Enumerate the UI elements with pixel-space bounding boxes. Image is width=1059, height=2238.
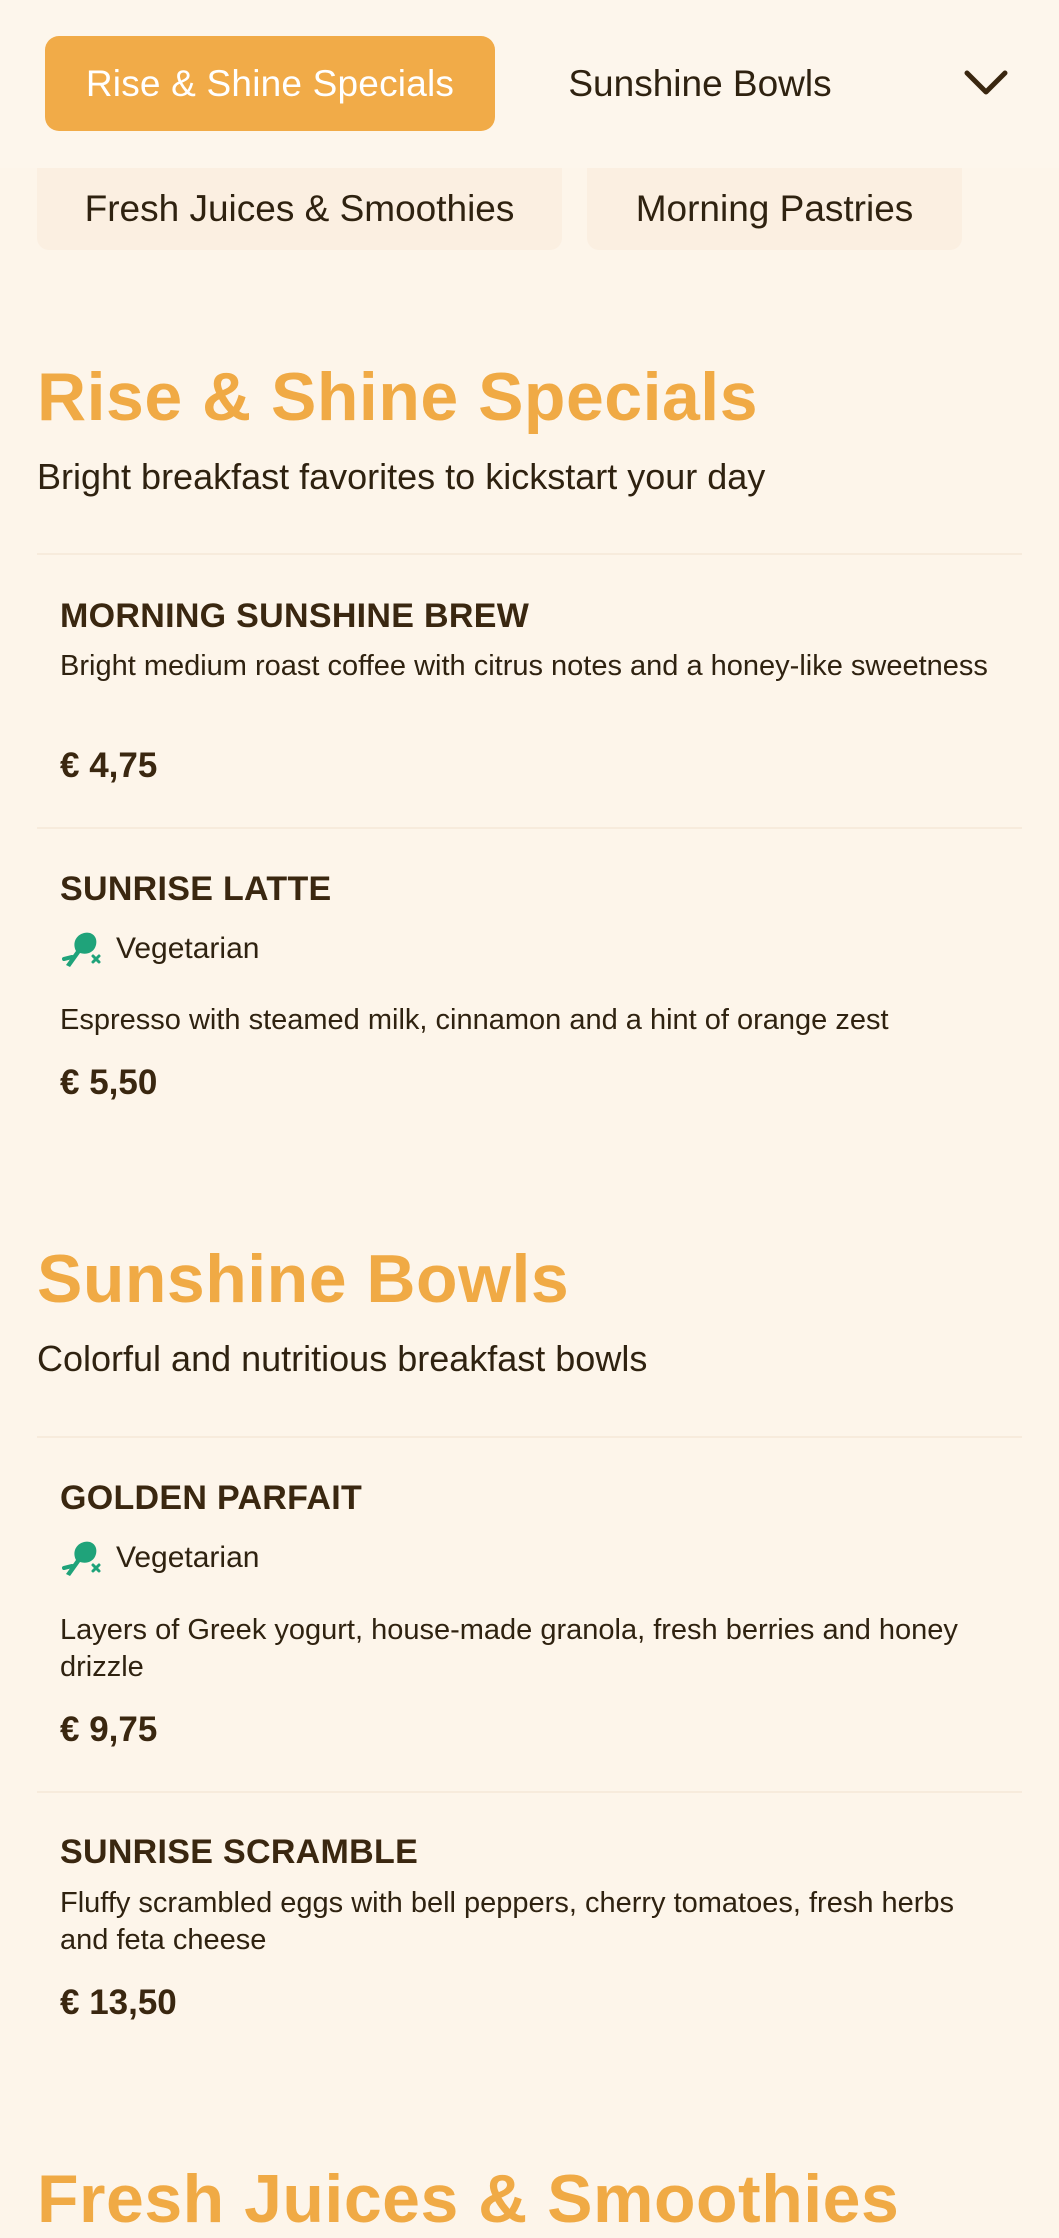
section-subtitle: Colorful and nutritious breakfast bowls: [37, 1338, 648, 1379]
menu-item-name: SUNRISE SCRAMBLE: [60, 1833, 419, 1871]
menu-item-name: GOLDEN PARFAIT: [60, 1479, 363, 1517]
menu-item-price: € 9,75: [60, 1710, 158, 1749]
section-subtitle: Bright breakfast favorites to kickstart your day: [37, 456, 766, 497]
tab-sunshine-bowls[interactable]: Sunshine Bowls: [568, 62, 832, 104]
tab-rise-and-shine[interactable]: Rise & Shine Specials: [45, 36, 495, 131]
vegetarian-badge: [60, 1538, 259, 1578]
menu-item-description: Bright medium roast coffee with citrus notes and a honey-like sweetness: [60, 650, 988, 682]
tab-fresh-juices[interactable]: Fresh Juices & Smoothies: [37, 168, 562, 250]
section-title-fresh-juices: Fresh Juices & Smoothies: [37, 2161, 900, 2237]
vegetarian-badge: [60, 929, 259, 969]
vegetarian-label: Vegetarian: [116, 932, 260, 965]
menu-item-price: € 4,75: [60, 746, 158, 785]
divider: [37, 553, 1022, 555]
menu-item-price: € 13,50: [60, 1983, 177, 2022]
vegetarian-icon: [60, 1538, 102, 1578]
menu-item-name: SUNRISE LATTE: [60, 870, 332, 908]
menu-item-price: € 5,50: [60, 1063, 158, 1102]
divider: [37, 1791, 1022, 1793]
menu-item-description: Espresso with steamed milk, cinnamon and a hint of orange zest: [60, 1004, 889, 1036]
section-title-rise-and-shine: Rise & Shine Specials: [37, 359, 759, 435]
menu-item-description: Fluffy scrambled eggs with bell peppers, cherry tomatoes, fresh herbs and feta cheese: [60, 1887, 955, 1956]
menu-item-description: Layers of Greek yogurt, house-made granola, fresh berries and honey drizzle: [60, 1614, 958, 1683]
section-title-sunshine-bowls: Sunshine Bowls: [37, 1241, 570, 1317]
vegetarian-label: Vegetarian: [116, 1541, 260, 1574]
tab-morning-pastries[interactable]: Morning Pastries: [587, 168, 962, 250]
divider: [37, 827, 1022, 829]
menu-item-name: MORNING SUNSHINE BREW: [60, 597, 530, 635]
divider: [37, 1436, 1022, 1438]
category-nav: [0, 0, 1059, 168]
chevron-down-icon[interactable]: [963, 60, 1009, 106]
vegetarian-icon: [60, 929, 102, 969]
